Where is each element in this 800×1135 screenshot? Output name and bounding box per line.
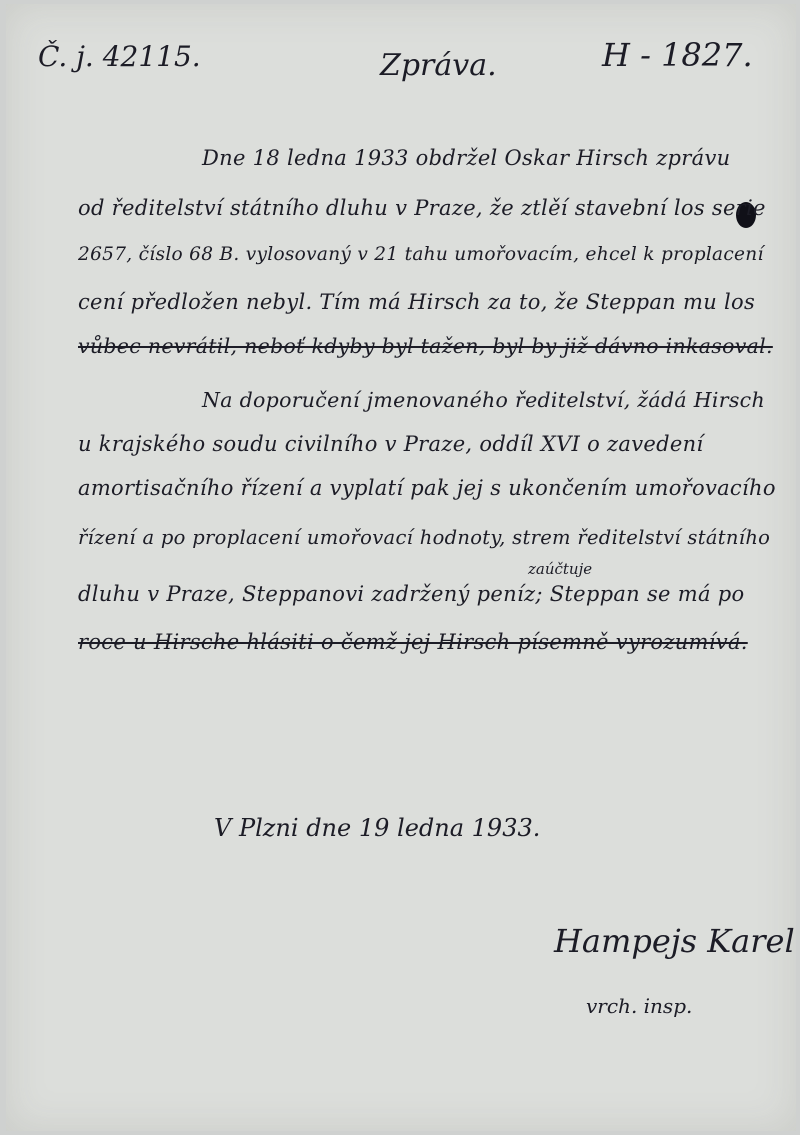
signature: Hampejs Karel (554, 922, 795, 960)
body-line: řízení a po proplacení umořovací hodnoty, strem ředitelství státního (78, 526, 771, 549)
inserted-word: zaúčtuje (528, 560, 593, 578)
body-line: 2657, číslo 68 B. vylosovaný v 21 tahu umořovacím, ehcel k proplacení (78, 244, 764, 265)
body-line: amortisačního řízení a vyplatí pak jej s ukončením umořovacího (78, 476, 776, 500)
reference-number: Č. j. 42115. (38, 40, 201, 73)
body-line-struck: roce u Hirsche hlásiti o čemž jej Hirsch písemně vyrozumívá. (78, 630, 748, 654)
document-page (6, 4, 796, 1131)
document-code: H - 1827. (602, 36, 753, 74)
body-line: cení předložen nebyl. Tím má Hirsch za to, že Steppan mu los (78, 290, 756, 314)
body-line: Dne 18 ledna 1933 obdržel Oskar Hirsch zprávu (202, 146, 731, 170)
body-line: dluhu v Praze, Steppanovi zadržený peníz; Steppan se má po (78, 582, 745, 606)
body-line: u krajského soudu civilního v Praze, oddíl XVI o zavedení (78, 432, 704, 456)
signatory-rank: vrch. insp. (586, 994, 693, 1018)
document-title: Zpráva. (380, 48, 497, 83)
body-line: Na doporučení jmenovaného ředitelství, žádá Hirsch (202, 388, 765, 412)
place-date: V Plzni dne 19 ledna 1933. (214, 814, 541, 842)
body-line-struck: vůbec nevrátil, neboť kdyby byl tažen, byl by již dávno inkasoval. (78, 334, 773, 358)
body-line: od ředitelství státního dluhu v Praze, že ztlěí stavební los serie (78, 196, 766, 220)
